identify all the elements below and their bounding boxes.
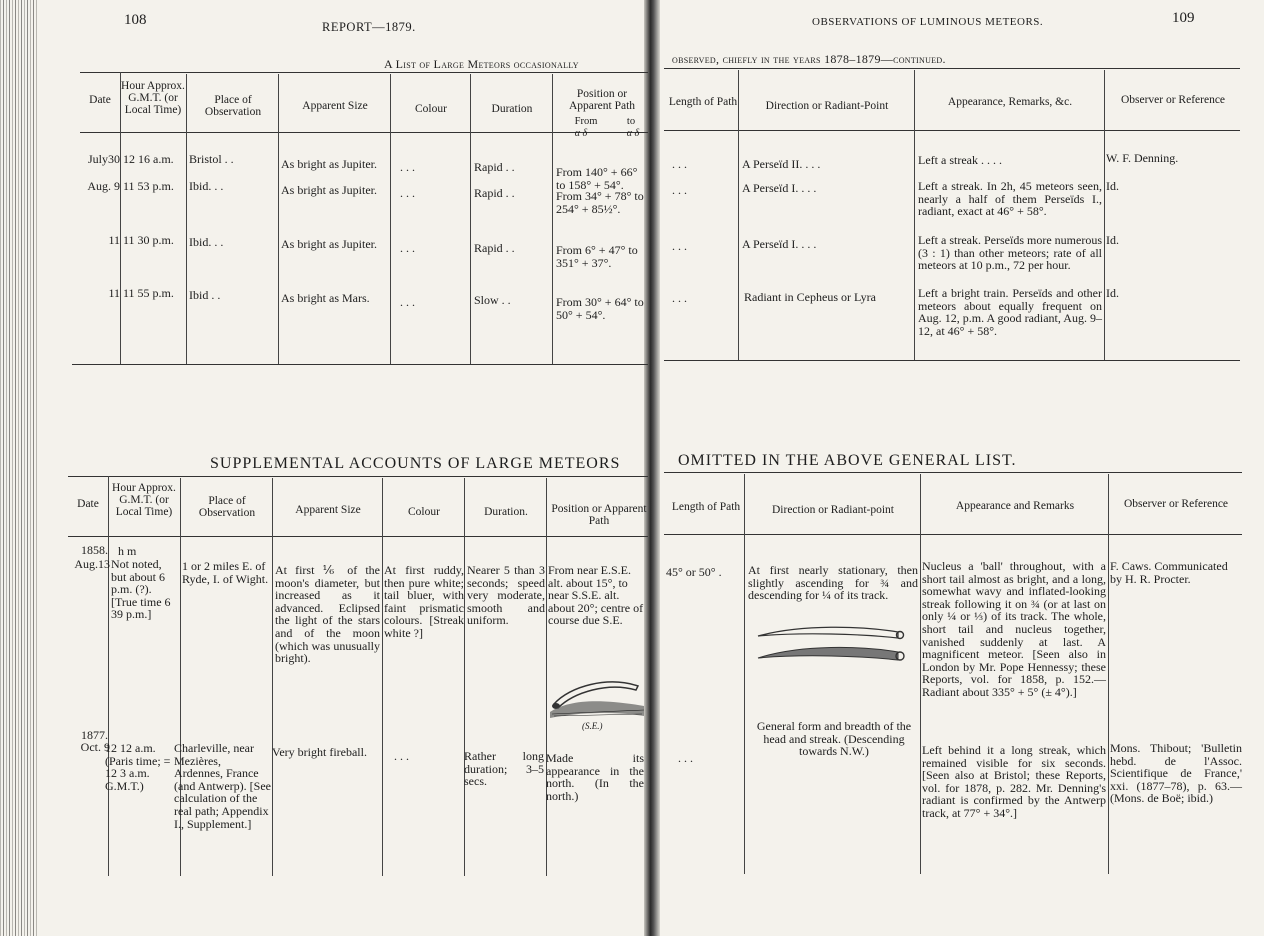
meteor-trail-sketch-icon bbox=[752, 620, 912, 668]
t2-position: From near E.S.E. alt. about 15°, to near S.S.E. alt. about 20°; centre of course due S.E. bbox=[548, 563, 644, 628]
t2-header-appearance: Appearance and Remarks bbox=[955, 500, 1075, 512]
right-running-head: OBSERVATIONS OF LUMINOUS METEORS. bbox=[812, 16, 1044, 28]
t1-header-appearance: Appearance, Remarks, &c. bbox=[947, 96, 1073, 108]
t1-header-alpha-delta-to: α δ bbox=[626, 128, 640, 139]
t2-hour: Not noted, but about 6 p.m. (?). [True time 6 39 p.m.] bbox=[111, 557, 171, 622]
t1-date: July30 bbox=[87, 152, 120, 166]
t2-header-observer: Observer or Reference bbox=[1123, 498, 1229, 510]
t2-hm: h m bbox=[118, 544, 137, 558]
t1-position: From 30° + 64° to 50° + 54°. bbox=[556, 295, 644, 322]
t2-colour: At first ruddy, then pure white; tail bluer, with faint prismatic colours. [Streak white ?] bbox=[384, 563, 464, 640]
t1-place: Ibid. . . bbox=[189, 235, 224, 249]
t1-position: From 34° + 78° to 254° + 85½°. bbox=[556, 189, 644, 216]
t1-colour: . . . bbox=[400, 241, 415, 255]
t1-hour: 11 53 p.m. bbox=[123, 179, 174, 193]
t1-observer: Id. bbox=[1106, 233, 1119, 247]
t1-header-date: Date bbox=[89, 94, 111, 106]
t1-direction: A Perseïd I. . . . bbox=[742, 237, 817, 251]
t1-hour: 11 55 p.m. bbox=[123, 286, 174, 300]
t2-date: Aug.13 bbox=[74, 557, 110, 571]
t2-hour: 12 12 a.m. (Paris time; = 12 3 a.m. G.M.T.) bbox=[105, 741, 171, 793]
t2-size: Very bright fireball. bbox=[272, 745, 367, 759]
left-running-head: REPORT—1879. bbox=[322, 20, 416, 34]
t2-observer: Mons. Thibout; 'Bulletin hebd. de l'Assoc. Scientifique de France,' xxi. (1877–78), p. 63.—(Mons. de Boë; ibid.) bbox=[1110, 741, 1242, 806]
t1-header-alpha-delta-from: α δ bbox=[574, 128, 588, 139]
t1-size: As bright as Jupiter. bbox=[281, 157, 377, 171]
t2-appearance: Nucleus a 'ball' throughout, with a short tail almost as bright, and a long, somewhat wavy and inflated-looking streak following it on ¾ (or at last on only ¼ or ⅓) of its track. The whole, short tail and nucleus together, vanished suddenly at last. A magnificent meteor. [Seen also in London by Mr. Pope Hennessy; these Reports, vol. for 1858, p. 152.—Radiant about 335° + 5° (± 4°).] bbox=[922, 559, 1106, 699]
left-page-edges bbox=[0, 0, 38, 936]
t2-header-place: Place of Observation bbox=[198, 495, 256, 519]
t1-appearance: Left a bright train. Perseïds and other meteors about equally frequent on Aug. 12, p.m. A good radiant, Aug. 9–12, at 46° + 58°. bbox=[918, 286, 1102, 338]
t2-header-position: Position or Apparent Path bbox=[551, 503, 647, 527]
t2-size: At first ⅙ of the moon's diameter, but increased as it advanced. Eclipsed the light of the stars and of the moon (which was unusually bright). bbox=[275, 563, 380, 666]
t1-header-colour: Colour bbox=[415, 103, 447, 115]
t1-observer: Id. bbox=[1106, 179, 1119, 193]
t1-direction: A Perseïd II. . . . bbox=[742, 157, 821, 171]
t1-length: . . . bbox=[672, 239, 687, 253]
t2-header-colour: Colour bbox=[408, 506, 440, 518]
t2-header-size: Apparent Size bbox=[295, 504, 361, 516]
t1-direction: A Perseïd I. . . . bbox=[742, 181, 817, 195]
t2-year: 1877. bbox=[81, 728, 108, 742]
t1-header-duration: Duration bbox=[491, 103, 533, 115]
t1-date: 11 bbox=[108, 233, 120, 247]
t2-year: 1858. bbox=[81, 543, 108, 557]
t1-hour: 11 30 p.m. bbox=[123, 233, 174, 247]
t1-direction: Radiant in Cepheus or Lyra bbox=[744, 290, 876, 304]
t2-duration: Rather long duration; 3–5 secs. bbox=[464, 749, 544, 789]
t2-length: . . . bbox=[678, 751, 693, 765]
t2-duration: Nearer 5 than 3 seconds; speed very moderate, smooth and uniform. bbox=[467, 563, 545, 628]
t2-colour: . . . bbox=[394, 749, 409, 763]
t1-place: Ibid . . bbox=[189, 288, 221, 302]
t1-duration: Rapid . . bbox=[474, 241, 515, 255]
t1-colour: . . . bbox=[400, 160, 415, 174]
t2-direction-note: General form and breadth of the head and streak. (Descending towards N.W.) bbox=[756, 719, 912, 759]
t1-header-direction: Direction or Radiant-Point bbox=[765, 100, 889, 112]
right-page-number: 109 bbox=[1172, 10, 1195, 26]
t1-duration: Slow . . bbox=[474, 293, 511, 307]
t1-appearance: Left a streak. In 2h, 45 meteors seen, nearly a half of them Perseïds I., radiant, exact at 46° + 58°. bbox=[918, 179, 1102, 219]
t1-size: As bright as Mars. bbox=[281, 291, 370, 305]
t1-header-place: Place of Observation bbox=[204, 94, 262, 118]
list-title-left: A List of Large Meteors occasionally bbox=[384, 57, 579, 71]
t1-date: Aug. 9 bbox=[87, 179, 120, 193]
t2-header-hour: Hour Approx. G.M.T. (or Local Time) bbox=[112, 482, 176, 518]
t2-header-length: Length of Path bbox=[671, 501, 741, 513]
t1-size: As bright as Jupiter. bbox=[281, 237, 377, 251]
t2-direction: At first nearly stationary, then slightly ascending for ¾ and descending for ¼ of its track. bbox=[748, 563, 918, 603]
t1-observer: Id. bbox=[1106, 286, 1119, 300]
t2-header-date: Date bbox=[77, 498, 99, 510]
t1-header-to: to bbox=[626, 116, 636, 127]
t1-length: . . . bbox=[672, 157, 687, 171]
t2-appearance: Left behind it a long streak, which remained visible for six seconds. [Seen also at Bristol; these Reports, vol. for 1878, p. 282. Mr. Denning's radiant is confirmed by the Antwerp track, at 77° + 34°.] bbox=[922, 743, 1106, 820]
left-page-number: 108 bbox=[124, 12, 147, 28]
t2-position: Made its appearance in the north. (In the north.) bbox=[546, 751, 644, 803]
list-title-right: observed, chiefly in the years 1878–1879—continued. bbox=[672, 52, 946, 66]
t1-place: Bristol . . bbox=[189, 152, 234, 166]
t1-header-position: Position or Apparent Path bbox=[568, 88, 636, 112]
t1-header-hour: Hour Approx. G.M.T. (or Local Time) bbox=[121, 80, 185, 116]
t2-place: 1 or 2 miles E. of Ryde, I. of Wight. bbox=[182, 559, 269, 586]
t1-header-observer: Observer or Reference bbox=[1120, 94, 1226, 106]
t1-header-size: Apparent Size bbox=[302, 100, 368, 112]
t1-length: . . . bbox=[672, 291, 687, 305]
supplement-title-left: SUPPLEMENTAL ACCOUNTS OF LARGE METEORS bbox=[210, 455, 621, 472]
t1-hour: 12 16 a.m. bbox=[123, 152, 174, 166]
t1-duration: Rapid . . bbox=[474, 160, 515, 174]
t1-date: 11 bbox=[108, 286, 120, 300]
t1-header-from: From bbox=[574, 116, 598, 127]
t1-place: Ibid. . . bbox=[189, 179, 224, 193]
t1-appearance: Left a streak . . . . bbox=[918, 153, 1002, 167]
t2-length: 45° or 50° . bbox=[666, 565, 722, 579]
t2-header-duration: Duration. bbox=[484, 506, 528, 518]
t1-header-length: Length of Path bbox=[668, 96, 738, 108]
t1-position: From 140° + 66° to 158° + 54°. bbox=[556, 165, 638, 192]
t1-observer: W. F. Denning. bbox=[1106, 151, 1179, 165]
t2-observer: F. Caws. Communicated by H. R. Procter. bbox=[1110, 559, 1228, 586]
t2-place: Charleville, near Mezières, Ardennes, France (and Antwerp). [See calculation of the real path; Appendix I., Supplement.] bbox=[174, 741, 271, 831]
supplement-title-right: OMITTED IN THE ABOVE GENERAL LIST. bbox=[678, 452, 1017, 469]
t2-header-direction: Direction or Radiant-point bbox=[772, 504, 894, 516]
t1-appearance: Left a streak. Perseïds more numerous (3 : 1) than other meteors; rate of all meteors at 10 p.m., 72 per hour. bbox=[918, 233, 1102, 273]
t1-length: . . . bbox=[672, 183, 687, 197]
t1-colour: . . . bbox=[400, 186, 415, 200]
book-spine bbox=[644, 0, 660, 936]
t1-size: As bright as Jupiter. bbox=[281, 183, 377, 197]
t1-colour: . . . bbox=[400, 295, 415, 309]
t1-duration: Rapid . . bbox=[474, 186, 515, 200]
t1-position: From 6° + 47° to 351° + 37°. bbox=[556, 243, 638, 270]
t2-date: Oct. 9 bbox=[80, 740, 110, 754]
t2-sketch-label: (S.E.) bbox=[582, 721, 603, 731]
